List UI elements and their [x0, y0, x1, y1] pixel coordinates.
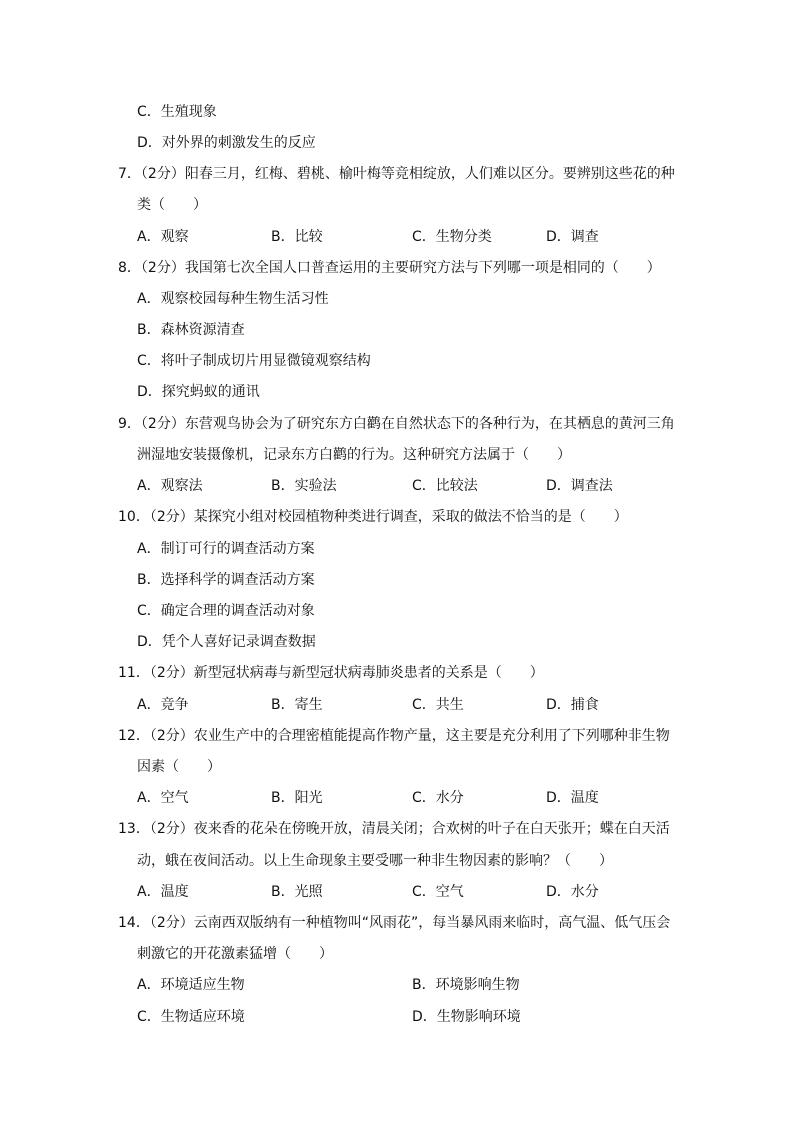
q12-options [137, 786, 737, 810]
q14-options-row2 [137, 1005, 737, 1029]
q9-stem-line2: 洲湿地安装摄像机，记录东方白鹳的行为。这种研究方法属于（ ） [137, 447, 571, 463]
q10-option-d: D．凭个人喜好记录调查数据 [137, 634, 316, 650]
q8-stem: 8．（2分）我国第七次全国人口普查运用的主要研究方法与下列哪一项是相同的（ ） [118, 260, 661, 276]
q11-option-b: B．寄生 [271, 697, 323, 713]
q13-stem-line2: 动，蛾在夜间活动。以上生命现象主要受哪一种非生物因素的影响？（ ） [137, 853, 613, 869]
q13-option-d: D．水分 [546, 884, 599, 900]
q11-option-a: A．竞争 [137, 697, 189, 713]
q9-options [137, 474, 737, 498]
q12-stem-line1: 12．（2分）农业生产中的合理密植能提高作物产量，这主要是充分利用了下列哪种非生物 [118, 728, 670, 744]
q10-option-a: A．制订可行的调查活动方案 [137, 541, 315, 557]
q14-stem-line1: 14．（2分）云南西双版纳有一种植物叫“风雨花”，每当暴风雨来临时，高气温、低气压会 [118, 915, 671, 931]
q7-option-b: B．比较 [271, 229, 323, 245]
q14-option-c: C．生物适应环境 [137, 1009, 245, 1025]
q12-option-a: A．空气 [137, 790, 189, 806]
q14-option-d: D．生物影响环境 [412, 1009, 521, 1025]
q8-option-a: A．观察校园每种生物生活习性 [137, 291, 329, 307]
q8-option-b: B．森林资源清查 [137, 322, 245, 338]
q8-option-d: D．探究蚂蚁的通讯 [137, 384, 260, 400]
q13-option-b: B．光照 [271, 884, 323, 900]
q9-option-c: C．比较法 [412, 478, 478, 494]
q14-options-row1 [137, 973, 737, 997]
q8-option-c: C．将叶子制成切片用显微镜观察结构 [137, 353, 371, 369]
q9-option-d: D．调查法 [546, 478, 613, 494]
q12-stem-line2: 因素（ ） [137, 759, 221, 775]
q14-option-a: A．环境适应生物 [137, 977, 245, 993]
q12-option-c: C．水分 [412, 790, 464, 806]
q7-options [137, 225, 737, 249]
q9-stem-line1: 9．（2分）东营观鸟协会为了研究东方白鹳在自然状态下的各种行为，在其栖息的黄河三角 [118, 416, 675, 432]
q7-option-d: D．调查 [546, 229, 599, 245]
q6-option-d: D．对外界的刺激发生的反应 [137, 135, 316, 151]
q12-option-b: B．阳光 [271, 790, 323, 806]
q11-stem: 11．（2分）新型冠状病毒与新型冠状病毒肺炎患者的关系是（ ） [118, 665, 544, 681]
q10-option-b: B．选择科学的调查活动方案 [137, 572, 315, 588]
q10-option-c: C．确定合理的调查活动对象 [137, 603, 315, 619]
q7-stem-line1: 7．（2分）阳春三月，红梅、碧桃、榆叶梅等竞相绽放，人们难以区分。要辨别这些花的种 [118, 166, 675, 182]
q9-option-b: B．实验法 [271, 478, 337, 494]
q6-option-c: C．生殖现象 [137, 104, 217, 120]
q14-stem-line2: 刺激它的开花激素猛增（ ） [137, 946, 333, 962]
q12-option-d: D．温度 [546, 790, 599, 806]
q14-option-b: B．环境影响生物 [412, 977, 520, 993]
q9-option-a: A．观察法 [137, 478, 203, 494]
q13-option-c: C．空气 [412, 884, 464, 900]
q13-stem-line1: 13．（2分）夜来香的花朵在傍晚开放，清晨关闭；合欢树的叶子在白天张开；蝶在白天活 [118, 821, 670, 837]
q13-options [137, 880, 737, 904]
q10-stem: 10．（2分）某探究小组对校园植物种类进行调查，采取的做法不恰当的是（ ） [118, 509, 628, 525]
q7-stem-line2: 类（ ） [137, 197, 207, 213]
q7-option-a: A．观察 [137, 229, 189, 245]
q13-option-a: A．温度 [137, 884, 189, 900]
q7-option-c: C．生物分类 [412, 229, 492, 245]
q11-option-c: C．共生 [412, 697, 464, 713]
q11-options [137, 693, 737, 717]
q11-option-d: D．捕食 [546, 697, 599, 713]
